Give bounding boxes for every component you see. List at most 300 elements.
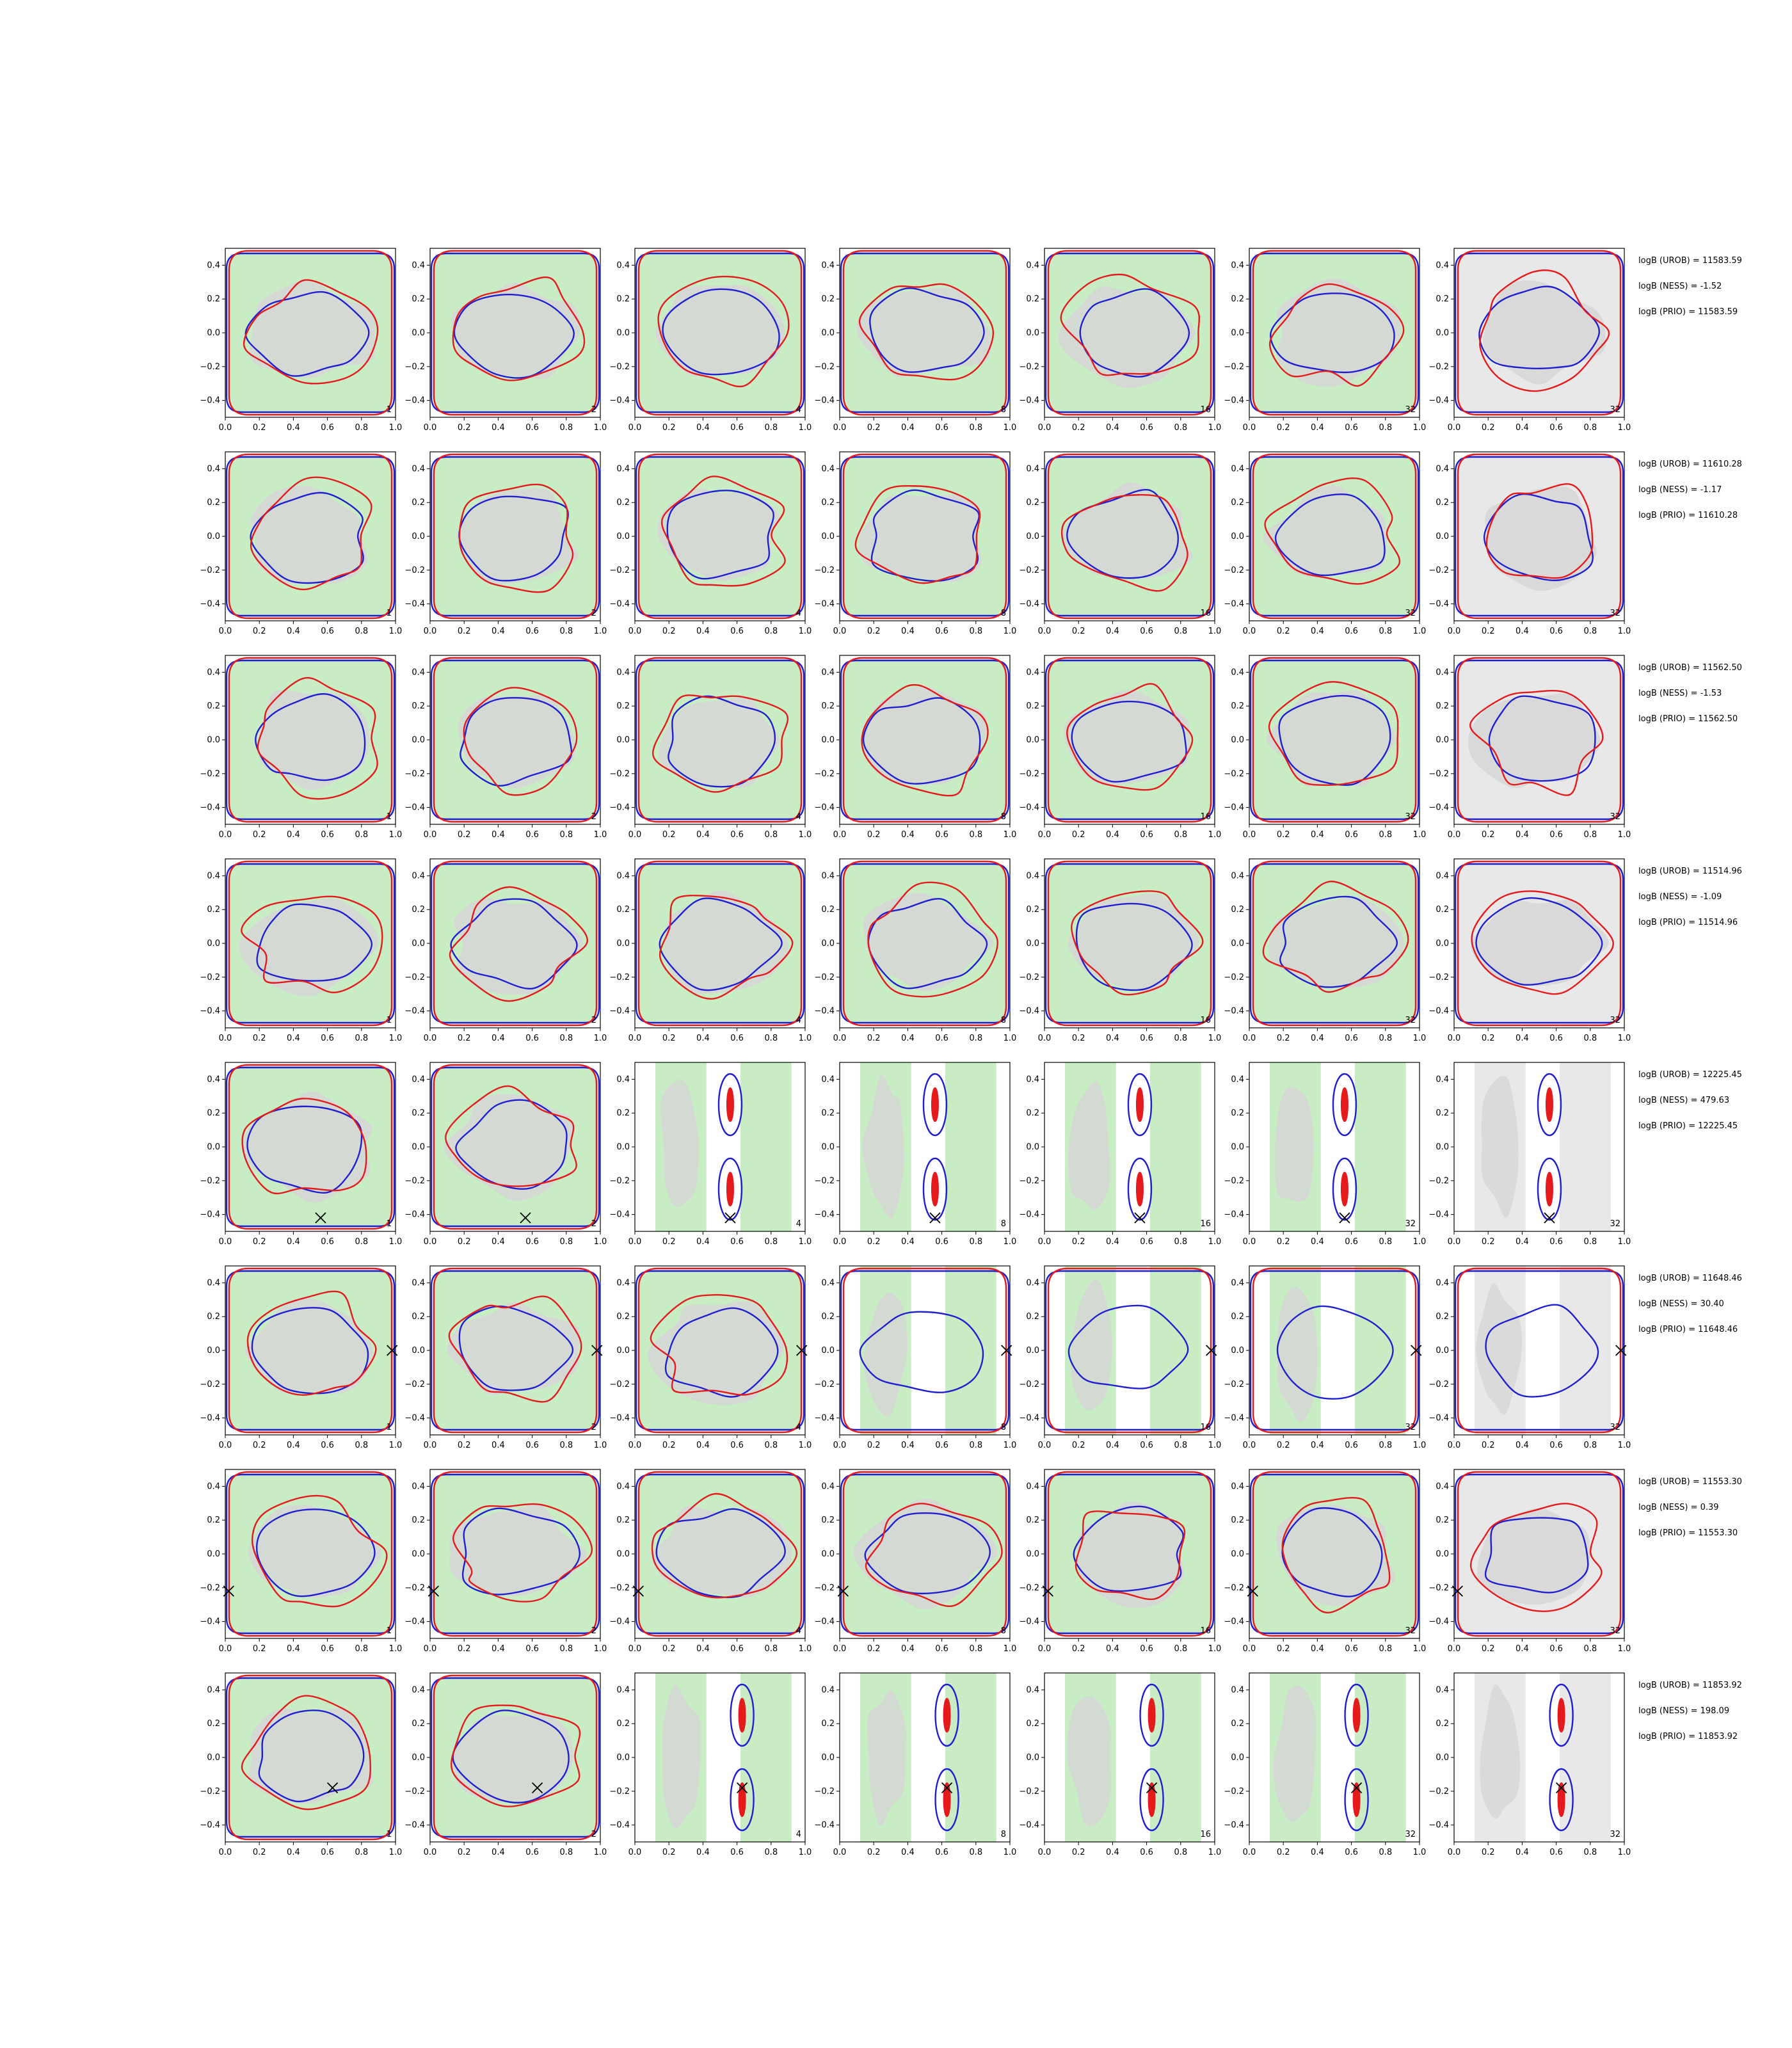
x-tick-label: 0.6	[935, 1237, 948, 1247]
logb-stats	[1638, 256, 1786, 333]
y-tick-label: −0.4	[1428, 396, 1449, 406]
x-tick-label: 0.4	[492, 1441, 505, 1450]
x-tick-label: 0.2	[1071, 1034, 1085, 1043]
x-tick-label: 0.4	[901, 1237, 915, 1247]
x-tick-label: 0.2	[1276, 627, 1290, 636]
x-tick-label: 1.0	[1412, 1848, 1427, 1857]
logb-prio-text: logB (PRIO) = 12225.45	[1638, 1121, 1738, 1131]
column-label: 32	[1405, 405, 1416, 415]
x-tick-label: 0.4	[1106, 830, 1119, 840]
panel-r3-c4	[814, 655, 1016, 840]
density-fill-band-right	[1355, 1673, 1406, 1842]
y-tick-label: 0.4	[616, 1075, 630, 1085]
density-fill-band-right	[1150, 1266, 1201, 1435]
column-label: 32	[1610, 812, 1620, 822]
red-contour-peak-upper	[1341, 1088, 1348, 1121]
y-tick-label: 0.4	[1026, 1482, 1039, 1492]
x-tick-label: 1.0	[388, 830, 403, 840]
y-tick-label: −0.4	[609, 396, 630, 406]
y-tick-label: 0.0	[616, 532, 630, 541]
y-tick-label: 0.2	[616, 1312, 630, 1322]
x-tick-label: 0.0	[1447, 1848, 1461, 1857]
logb-ness-text: logB (NESS) = -1.17	[1638, 485, 1722, 495]
y-tick-label: −0.4	[1428, 1413, 1449, 1423]
y-tick-label: 0.4	[412, 1482, 425, 1492]
y-tick-label: 0.4	[207, 871, 220, 881]
y-tick-label: 0.4	[1231, 464, 1244, 474]
y-tick-label: −0.4	[1019, 396, 1039, 406]
y-tick-label: −0.4	[200, 1820, 220, 1830]
panel-r5-c4	[814, 1062, 1016, 1247]
column-label: 1	[386, 1016, 392, 1025]
panel-r6-c1	[200, 1266, 402, 1450]
x-tick-label: 0.0	[423, 627, 437, 636]
x-tick-label: 0.0	[1037, 830, 1052, 840]
x-tick-label: 0.2	[1276, 1237, 1290, 1247]
y-tick-label: −0.2	[609, 1379, 630, 1389]
y-tick-label: 0.2	[1436, 1719, 1449, 1729]
x-tick-label: 0.0	[833, 423, 847, 433]
column-label: 2	[591, 1626, 596, 1636]
y-tick-label: 0.0	[1436, 735, 1449, 745]
red-contour-peak-upper	[1149, 1699, 1155, 1732]
y-tick-label: 0.0	[1026, 939, 1039, 948]
x-tick-label: 0.2	[867, 1034, 881, 1043]
x-tick-label: 0.4	[1311, 1644, 1324, 1654]
y-tick-label: −0.4	[404, 1413, 425, 1423]
y-tick-label: 0.2	[1436, 1108, 1449, 1119]
y-tick-label: 0.0	[821, 1549, 835, 1559]
y-tick-label: −0.4	[1224, 396, 1244, 406]
y-tick-label: 0.0	[207, 735, 220, 745]
column-label: 32	[1405, 1219, 1416, 1229]
x-tick-label: 0.0	[833, 1441, 847, 1450]
y-tick-label: 0.2	[412, 294, 425, 305]
x-tick-label: 0.2	[867, 627, 881, 636]
y-tick-label: −0.2	[1224, 1583, 1244, 1593]
x-tick-label: 0.0	[833, 1034, 847, 1043]
x-tick-label: 0.2	[1276, 1644, 1290, 1654]
column-label: 4	[796, 1423, 801, 1432]
y-tick-label: 0.2	[412, 905, 425, 915]
x-tick-label: 0.8	[764, 830, 778, 840]
y-tick-label: −0.2	[1019, 769, 1039, 779]
x-tick-label: 0.6	[1140, 423, 1153, 433]
x-tick-label: 1.0	[388, 1848, 403, 1857]
y-tick-label: 0.0	[1026, 532, 1039, 541]
column-label: 16	[1200, 405, 1211, 415]
density-fill-core	[1275, 1087, 1313, 1202]
x-tick-label: 0.0	[218, 1644, 232, 1654]
density-fill-band-right	[945, 1062, 996, 1231]
y-tick-label: 0.4	[207, 260, 220, 271]
x-tick-label: 0.0	[1447, 1644, 1461, 1654]
y-tick-label: −0.4	[609, 1413, 630, 1423]
y-tick-label: 0.0	[1436, 532, 1449, 541]
x-tick-label: 0.2	[867, 1441, 881, 1450]
panel-r1-c2	[404, 248, 607, 433]
x-tick-label: 1.0	[593, 627, 607, 636]
y-tick-label: −0.4	[1224, 1413, 1244, 1423]
y-tick-label: −0.4	[609, 803, 630, 813]
y-tick-label: 0.0	[412, 1142, 425, 1152]
y-tick-label: −0.4	[404, 803, 425, 813]
x-tick-label: 0.0	[1037, 423, 1052, 433]
x-tick-label: 0.6	[525, 1441, 539, 1450]
y-tick-label: −0.4	[814, 1006, 835, 1016]
y-tick-label: 0.0	[616, 1753, 630, 1763]
logb-stats	[1638, 1274, 1786, 1350]
y-tick-label: 0.2	[1231, 1312, 1244, 1322]
x-tick-label: 0.6	[935, 1441, 948, 1450]
y-tick-label: 0.2	[1436, 701, 1449, 712]
x-tick-label: 0.6	[1345, 1237, 1358, 1247]
x-tick-label: 0.6	[321, 830, 334, 840]
x-tick-label: 0.0	[628, 1644, 642, 1654]
x-tick-label: 0.2	[1481, 830, 1495, 840]
panel-r4-c1	[200, 859, 402, 1043]
logb-prio-text: logB (PRIO) = 11553.30	[1638, 1528, 1738, 1538]
y-tick-label: −0.2	[1224, 769, 1244, 779]
panel-r1-c5	[1019, 248, 1221, 433]
y-tick-label: −0.4	[404, 1006, 425, 1016]
y-tick-label: 0.2	[207, 1312, 220, 1322]
x-tick-label: 0.0	[833, 627, 847, 636]
y-tick-label: 0.4	[207, 1075, 220, 1085]
x-tick-label: 0.4	[901, 830, 915, 840]
y-tick-label: 0.2	[1231, 1516, 1244, 1526]
x-tick-label: 0.4	[1311, 1441, 1324, 1450]
logb-ness-text: logB (NESS) = 30.40	[1638, 1299, 1724, 1309]
column-label: 2	[591, 812, 596, 822]
x-tick-label: 0.0	[833, 1644, 847, 1654]
x-tick-label: 1.0	[1003, 1644, 1017, 1654]
red-contour-peak-upper	[1137, 1088, 1143, 1121]
x-tick-label: 1.0	[1208, 1644, 1222, 1654]
column-label: 32	[1610, 1626, 1620, 1636]
panel-r4-c5	[1019, 859, 1221, 1043]
column-label: 32	[1405, 1830, 1416, 1839]
x-tick-label: 0.6	[321, 1034, 334, 1043]
x-tick-label: 0.4	[287, 1644, 300, 1654]
x-tick-label: 0.4	[1516, 1237, 1529, 1247]
x-tick-label: 0.8	[1174, 1848, 1188, 1857]
x-tick-label: 0.2	[1481, 1848, 1495, 1857]
density-fill-band-right	[1150, 1062, 1201, 1231]
panel-r7-c1	[200, 1469, 402, 1654]
x-tick-label: 0.2	[662, 1034, 676, 1043]
x-tick-label: 0.2	[1481, 423, 1495, 433]
y-tick-label: 0.0	[207, 328, 220, 338]
logb-prio-text: logB (PRIO) = 11648.46	[1638, 1325, 1738, 1334]
x-tick-label: 0.6	[1345, 1848, 1358, 1857]
column-label: 16	[1200, 1423, 1211, 1432]
x-tick-label: 1.0	[1412, 1034, 1427, 1043]
y-tick-label: 0.4	[1436, 1075, 1449, 1085]
y-tick-label: 0.0	[616, 939, 630, 948]
y-tick-label: 0.4	[616, 464, 630, 474]
x-tick-label: 0.8	[1379, 1237, 1393, 1247]
x-tick-label: 0.2	[252, 830, 266, 840]
x-tick-label: 0.4	[1516, 627, 1529, 636]
x-tick-label: 0.4	[901, 1848, 915, 1857]
x-tick-label: 0.2	[1071, 627, 1085, 636]
logb-urob-text: logB (UROB) = 11610.28	[1638, 460, 1742, 469]
x-tick-label: 1.0	[1412, 1237, 1427, 1247]
x-tick-label: 0.6	[321, 423, 334, 433]
y-tick-label: 0.0	[1436, 939, 1449, 948]
column-label: 4	[796, 609, 801, 618]
y-tick-label: 0.0	[207, 939, 220, 948]
y-tick-label: 0.0	[1436, 328, 1449, 338]
density-fill-band-right	[1560, 1673, 1611, 1842]
logb-stats	[1638, 1477, 1786, 1554]
y-tick-label: 0.2	[207, 701, 220, 712]
y-tick-label: 0.4	[412, 1685, 425, 1695]
x-tick-label: 0.2	[662, 423, 676, 433]
y-tick-label: −0.2	[1428, 1176, 1449, 1186]
y-tick-label: 0.4	[821, 1482, 835, 1492]
y-tick-label: −0.4	[200, 1413, 220, 1423]
panel-r8-c7	[1428, 1673, 1631, 1857]
x-tick-label: 0.6	[525, 830, 539, 840]
y-tick-label: −0.2	[1224, 972, 1244, 982]
x-tick-label: 0.8	[764, 1441, 778, 1450]
y-tick-label: 0.4	[821, 464, 835, 474]
panel-r6-c3	[609, 1266, 812, 1450]
x-tick-label: 0.6	[730, 1441, 744, 1450]
y-tick-label: −0.2	[404, 1583, 425, 1593]
y-tick-label: 0.0	[207, 1549, 220, 1559]
x-tick-label: 0.0	[628, 627, 642, 636]
y-tick-label: −0.4	[1019, 1006, 1039, 1016]
x-tick-label: 0.6	[525, 423, 539, 433]
y-tick-label: −0.2	[200, 1786, 220, 1796]
column-label: 2	[591, 1219, 596, 1229]
logb-urob-text: logB (UROB) = 12225.45	[1638, 1070, 1742, 1080]
y-tick-label: 0.0	[1026, 1549, 1039, 1559]
y-tick-label: 0.4	[412, 1075, 425, 1085]
y-tick-label: −0.4	[404, 396, 425, 406]
x-tick-label: 0.8	[559, 1237, 573, 1247]
panel-r5-c6	[1224, 1062, 1426, 1247]
y-tick-label: −0.4	[814, 396, 835, 406]
x-tick-label: 1.0	[1003, 423, 1017, 433]
y-tick-label: 0.4	[412, 668, 425, 678]
y-tick-label: 0.0	[412, 1549, 425, 1559]
column-label: 8	[1000, 1219, 1006, 1229]
x-tick-label: 0.0	[1242, 1441, 1256, 1450]
y-tick-label: 0.4	[207, 1482, 220, 1492]
x-tick-label: 0.8	[1174, 627, 1188, 636]
x-tick-label: 0.8	[1379, 423, 1393, 433]
y-tick-label: 0.2	[821, 294, 835, 305]
y-tick-label: −0.4	[200, 1617, 220, 1627]
x-tick-label: 0.2	[1481, 1644, 1495, 1654]
y-tick-label: 0.2	[1231, 905, 1244, 915]
red-contour-peak-lower	[1137, 1172, 1143, 1206]
y-tick-label: −0.4	[609, 1006, 630, 1016]
y-tick-label: 0.4	[1026, 464, 1039, 474]
x-tick-label: 0.2	[1481, 627, 1495, 636]
x-tick-label: 0.0	[628, 1848, 642, 1857]
x-tick-label: 0.4	[1516, 1034, 1529, 1043]
logb-ness-text: logB (NESS) = 479.63	[1638, 1096, 1730, 1105]
y-tick-label: 0.0	[207, 1142, 220, 1152]
logb-ness-text: logB (NESS) = 198.09	[1638, 1706, 1730, 1716]
x-tick-label: 1.0	[798, 830, 812, 840]
x-tick-label: 0.8	[1583, 423, 1597, 433]
x-tick-label: 0.6	[730, 1644, 744, 1654]
x-tick-label: 0.6	[1140, 1034, 1153, 1043]
x-tick-label: 0.8	[1379, 1848, 1393, 1857]
x-tick-label: 1.0	[1617, 1848, 1631, 1857]
column-label: 8	[1000, 1626, 1006, 1636]
x-tick-label: 1.0	[388, 1237, 403, 1247]
x-tick-label: 0.4	[901, 1644, 915, 1654]
y-tick-label: −0.4	[404, 599, 425, 609]
x-tick-label: 0.8	[1379, 1034, 1393, 1043]
red-contour-peak-upper	[1558, 1699, 1565, 1732]
x-tick-label: 0.6	[525, 627, 539, 636]
x-tick-label: 1.0	[798, 423, 812, 433]
y-tick-label: 0.4	[1231, 1482, 1244, 1492]
y-tick-label: −0.2	[1224, 565, 1244, 575]
x-tick-label: 0.4	[1311, 1034, 1324, 1043]
x-tick-label: 0.6	[1140, 1441, 1153, 1450]
x-tick-label: 0.6	[730, 1034, 744, 1043]
y-tick-label: 0.0	[1231, 939, 1244, 948]
panel-r2-c5	[1019, 452, 1221, 636]
column-label: 8	[1000, 1830, 1006, 1839]
y-tick-label: −0.2	[814, 1583, 835, 1593]
panel-r4-c7	[1428, 859, 1631, 1043]
y-tick-label: −0.2	[404, 972, 425, 982]
x-tick-label: 0.0	[218, 1441, 232, 1450]
red-contour-peak-upper	[739, 1699, 746, 1732]
y-tick-label: 0.4	[1231, 668, 1244, 678]
column-label: 32	[1405, 1016, 1416, 1025]
x-tick-label: 0.0	[1242, 423, 1256, 433]
x-tick-label: 0.6	[730, 423, 744, 433]
x-tick-label: 0.0	[1037, 1644, 1052, 1654]
y-tick-label: 0.0	[412, 1346, 425, 1356]
y-tick-label: 0.4	[412, 464, 425, 474]
column-label: 4	[796, 1626, 801, 1636]
x-tick-label: 0.2	[662, 830, 676, 840]
x-tick-label: 0.4	[1106, 1848, 1119, 1857]
x-tick-label: 0.8	[969, 1848, 983, 1857]
column-label: 1	[386, 1219, 392, 1229]
column-label: 4	[796, 1219, 801, 1229]
red-contour-peak-upper	[727, 1088, 733, 1121]
panel-r4-c3	[609, 859, 812, 1043]
panel-r2-c4	[814, 452, 1016, 636]
x-tick-label: 0.2	[1276, 1441, 1290, 1450]
y-tick-label: 0.2	[1231, 701, 1244, 712]
x-tick-label: 0.8	[764, 423, 778, 433]
x-tick-label: 1.0	[1003, 1848, 1017, 1857]
x-tick-label: 0.0	[1447, 830, 1461, 840]
x-tick-label: 0.0	[1242, 1034, 1256, 1043]
y-tick-label: −0.2	[609, 1583, 630, 1593]
y-tick-label: 0.0	[821, 735, 835, 745]
y-tick-label: 0.2	[1026, 905, 1039, 915]
y-tick-label: 0.0	[821, 1142, 835, 1152]
panel-r5-c5	[1019, 1062, 1221, 1247]
x-tick-label: 0.8	[1583, 627, 1597, 636]
y-tick-label: 0.4	[207, 1685, 220, 1695]
column-label: 8	[1000, 1423, 1006, 1432]
x-tick-label: 0.4	[287, 1034, 300, 1043]
column-label: 1	[386, 1423, 392, 1432]
y-tick-label: 0.0	[1436, 1346, 1449, 1356]
x-tick-label: 0.8	[969, 1237, 983, 1247]
panel-r7-c6	[1224, 1469, 1426, 1654]
y-tick-label: 0.0	[412, 939, 425, 948]
x-tick-label: 0.8	[355, 1237, 369, 1247]
y-tick-label: −0.4	[609, 1617, 630, 1627]
y-tick-label: 0.2	[616, 1719, 630, 1729]
logb-ness-text: logB (NESS) = -1.09	[1638, 892, 1722, 902]
panel-r6-c2	[404, 1266, 607, 1450]
y-tick-label: 0.4	[412, 260, 425, 271]
x-tick-label: 0.0	[423, 1034, 437, 1043]
panel-r4-c4	[814, 859, 1016, 1043]
column-label: 2	[591, 609, 596, 618]
y-tick-label: 0.2	[616, 1516, 630, 1526]
y-tick-label: −0.4	[200, 396, 220, 406]
logb-stats	[1638, 867, 1786, 943]
y-tick-label: 0.4	[1436, 1278, 1449, 1288]
x-tick-label: 0.8	[764, 1237, 778, 1247]
column-label: 16	[1200, 1219, 1211, 1229]
y-tick-label: 0.0	[412, 735, 425, 745]
x-tick-label: 1.0	[798, 1034, 812, 1043]
x-tick-label: 0.0	[628, 830, 642, 840]
y-tick-label: −0.4	[1224, 1820, 1244, 1830]
column-label: 16	[1200, 812, 1211, 822]
panel-r2-c1	[200, 452, 402, 636]
x-tick-label: 1.0	[593, 830, 607, 840]
x-tick-label: 0.6	[1345, 627, 1358, 636]
y-tick-label: 0.4	[1436, 464, 1449, 474]
x-tick-label: 0.6	[1140, 1237, 1153, 1247]
y-tick-label: 0.0	[821, 532, 835, 541]
x-tick-label: 0.0	[218, 830, 232, 840]
x-tick-label: 0.6	[525, 1644, 539, 1654]
y-tick-label: 0.2	[616, 905, 630, 915]
x-tick-label: 1.0	[593, 1848, 607, 1857]
y-tick-label: 0.2	[1231, 498, 1244, 508]
x-tick-label: 0.0	[218, 423, 232, 433]
y-tick-label: −0.2	[814, 972, 835, 982]
x-tick-label: 0.6	[730, 1848, 744, 1857]
y-tick-label: 0.4	[207, 1278, 220, 1288]
density-fill-band-right	[1150, 1673, 1201, 1842]
x-tick-label: 0.4	[1516, 1441, 1529, 1450]
y-tick-label: −0.2	[1428, 1786, 1449, 1796]
x-tick-label: 0.6	[321, 1848, 334, 1857]
y-tick-label: −0.4	[1019, 1617, 1039, 1627]
x-tick-label: 0.8	[1583, 830, 1597, 840]
panel-r8-c5	[1019, 1673, 1221, 1857]
x-tick-label: 0.2	[252, 627, 266, 636]
x-tick-label: 0.4	[1311, 423, 1324, 433]
x-tick-label: 0.4	[287, 423, 300, 433]
y-tick-label: 0.4	[1026, 1075, 1039, 1085]
x-tick-label: 0.6	[935, 830, 948, 840]
